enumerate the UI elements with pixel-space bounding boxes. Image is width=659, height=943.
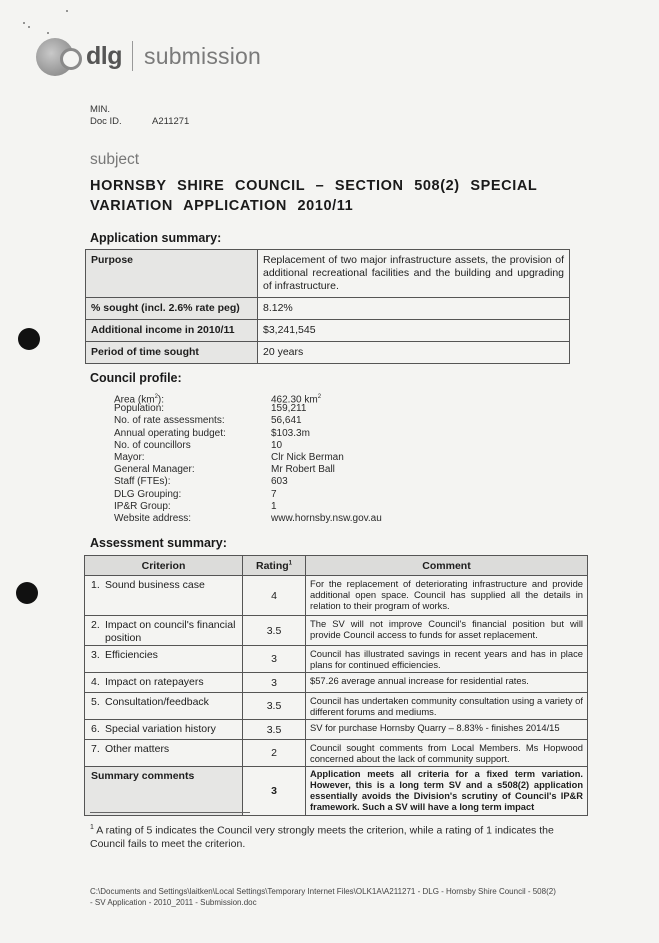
meta-value: A211271 [152, 116, 190, 127]
profile-row [114, 403, 382, 415]
table-row [86, 298, 570, 320]
scan-speck [23, 22, 25, 24]
row-label: Period of time sought [86, 342, 258, 364]
profile-row [114, 415, 382, 427]
logo-brand: dlg [86, 41, 122, 70]
summary-label: Summary comments [85, 767, 243, 816]
row-label: % sought (incl. 2.6% rate peg) [86, 298, 258, 320]
punch-hole [16, 582, 38, 604]
footnote: $^1$ A rating of 5 indicates the Council very strongly meets the criterion, while a rating of 1 indicates the Council fails to meet the criterion. [90, 824, 554, 850]
profile-row [114, 476, 382, 488]
logo-divider [132, 41, 133, 71]
profile-value: 10 [271, 439, 283, 451]
comment-cell: Council has illustrated savings in recent years and has in place plans for continued efficiencies. [306, 646, 588, 673]
profile-value: 56,641 [271, 415, 302, 427]
profile-row [114, 452, 382, 464]
criterion-cell: 2. Impact on council's financial position [85, 616, 243, 646]
dlg-logo [34, 34, 261, 78]
punch-hole [18, 328, 40, 350]
rating-cell: 4 [243, 576, 306, 616]
table-row [85, 720, 588, 740]
profile-row [114, 464, 382, 476]
profile-key: Staff (FTEs): [114, 476, 171, 488]
profile-key: General Manager: [114, 464, 195, 476]
rating-cell: 3 [243, 673, 306, 693]
summary-comment: Application meets all criteria for a fixed term variation. However, this is a long term SV and a s508(2) application essentially avoids the Division's scrutiny of Council's IP&R framework. Such a SV will have a long term impact [306, 767, 588, 816]
application-summary-table [85, 249, 570, 364]
table-row [85, 616, 588, 646]
profile-value: 462.30 $km^2$ [271, 394, 322, 406]
table-row [85, 740, 588, 767]
profile-value: 603 [271, 476, 288, 488]
row-label: Purpose [86, 250, 258, 298]
file-path-footer: C:\Documents and Settings\laitken\Local Settings\Temporary Internet Files\OLK1A\A211271 - DLG - Hornsby Shire Council - 508(2) - SV Application - 2010_2011 - Submission.doc [90, 887, 556, 907]
profile-row [114, 513, 382, 525]
row-value: 8.12% [258, 298, 570, 320]
scan-speck [66, 10, 68, 12]
table-row [85, 576, 588, 616]
profile-value: Clr Nick Berman [271, 451, 344, 463]
row-value: $3,241,545 [258, 320, 570, 342]
profile-row [114, 428, 382, 440]
comment-cell: For the replacement of deteriorating infrastructure and provide additional open space. Council has supplied all the details in relation to their program of works. [306, 576, 588, 616]
table-header-row [85, 556, 588, 576]
profile-value: 1 [271, 500, 277, 512]
profile-value: www.hornsby.nsw.gov.au [271, 512, 382, 524]
logo-label: submission [144, 42, 262, 69]
criterion-cell: 3. Efficiencies [85, 646, 243, 673]
profile-value: Mr Robert Ball [271, 464, 335, 476]
table-row [85, 646, 588, 673]
criterion-cell: 7. Other matters [85, 740, 243, 767]
assessment-summary-heading: Assessment summary: [90, 536, 227, 550]
profile-key: DLG Grouping: [114, 488, 182, 500]
profile-value: $103.3m [271, 427, 310, 439]
profile-key: Population: [114, 403, 165, 415]
profile-value: 159,211 [271, 403, 307, 415]
council-profile-heading: Council profile: [90, 371, 182, 385]
table-row [85, 693, 588, 720]
profile-key: Annual operating budget: [114, 427, 226, 439]
comment-cell: Council has undertaken community consultation using a variety of different forums and mediums. [306, 693, 588, 720]
profile-row [114, 440, 382, 452]
meta-row [90, 104, 189, 116]
profile-key: No. of councillors [114, 439, 191, 451]
meta-key: MIN. [90, 104, 111, 115]
comment-cell: SV for purchase Hornsby Quarry – 8.83% - finishes 2014/15 [306, 720, 588, 740]
row-label: Additional income in 2010/11 [86, 320, 258, 342]
meta-key: Doc ID. [90, 116, 122, 127]
column-header-rating: Rating$^1$ [243, 556, 306, 576]
rating-cell: 2 [243, 740, 306, 767]
footnote-divider [90, 812, 250, 813]
criterion-cell: 6. Special variation history [85, 720, 243, 740]
meta-row [90, 116, 189, 128]
document-title: HORNSBY SHIRE COUNCIL – SECTION 508(2) SPECIAL VARIATION APPLICATION 2010/11 [90, 178, 538, 214]
application-summary-heading: Application summary: [90, 231, 222, 245]
scan-speck [28, 26, 30, 28]
dlg-logo-mark [34, 34, 82, 78]
row-value: 20 years [258, 342, 570, 364]
table-row [86, 250, 570, 298]
subject-label: subject [90, 151, 140, 168]
profile-key: No. of rate assessments: [114, 415, 225, 427]
column-header-criterion: Criterion [85, 556, 243, 576]
profile-row [114, 501, 382, 513]
rating-cell: 3.5 [243, 720, 306, 740]
profile-key: Area $(km^2)$: [114, 394, 165, 406]
assessment-summary-table [84, 555, 588, 816]
summary-rating: 3 [243, 767, 306, 816]
table-row [86, 342, 570, 364]
profile-key: Mayor: [114, 451, 145, 463]
comment-cell: Council sought comments from Local Members. Ms Hopwood concerned about the lack of community support. [306, 740, 588, 767]
row-value: Replacement of two major infrastructure assets, the provision of additional recreational facilities and the building and upgrading of infrastructure. [258, 250, 570, 298]
rating-cell: 3.5 [243, 616, 306, 646]
rating-cell: 3.5 [243, 693, 306, 720]
profile-value: 7 [271, 488, 277, 500]
criterion-cell: 5. Consultation/feedback [85, 693, 243, 720]
document-meta [90, 104, 189, 128]
rating-cell: 3 [243, 646, 306, 673]
profile-key: IP&R Group: [114, 500, 171, 512]
table-row [86, 320, 570, 342]
profile-row [114, 391, 382, 406]
criterion-cell: 1. Sound business case [85, 576, 243, 616]
column-header-comment: Comment [306, 556, 588, 576]
summary-row [85, 767, 588, 816]
council-profile-list [114, 391, 382, 525]
profile-key: Website address: [114, 512, 192, 524]
profile-row [114, 489, 382, 501]
comment-cell: The SV will not improve Council's financial position but will provide Council access to funds for asset replacement. [306, 616, 588, 646]
comment-cell: $57.26 average annual increase for residential rates. [306, 673, 588, 693]
table-row [85, 673, 588, 693]
criterion-cell: 4. Impact on ratepayers [85, 673, 243, 693]
